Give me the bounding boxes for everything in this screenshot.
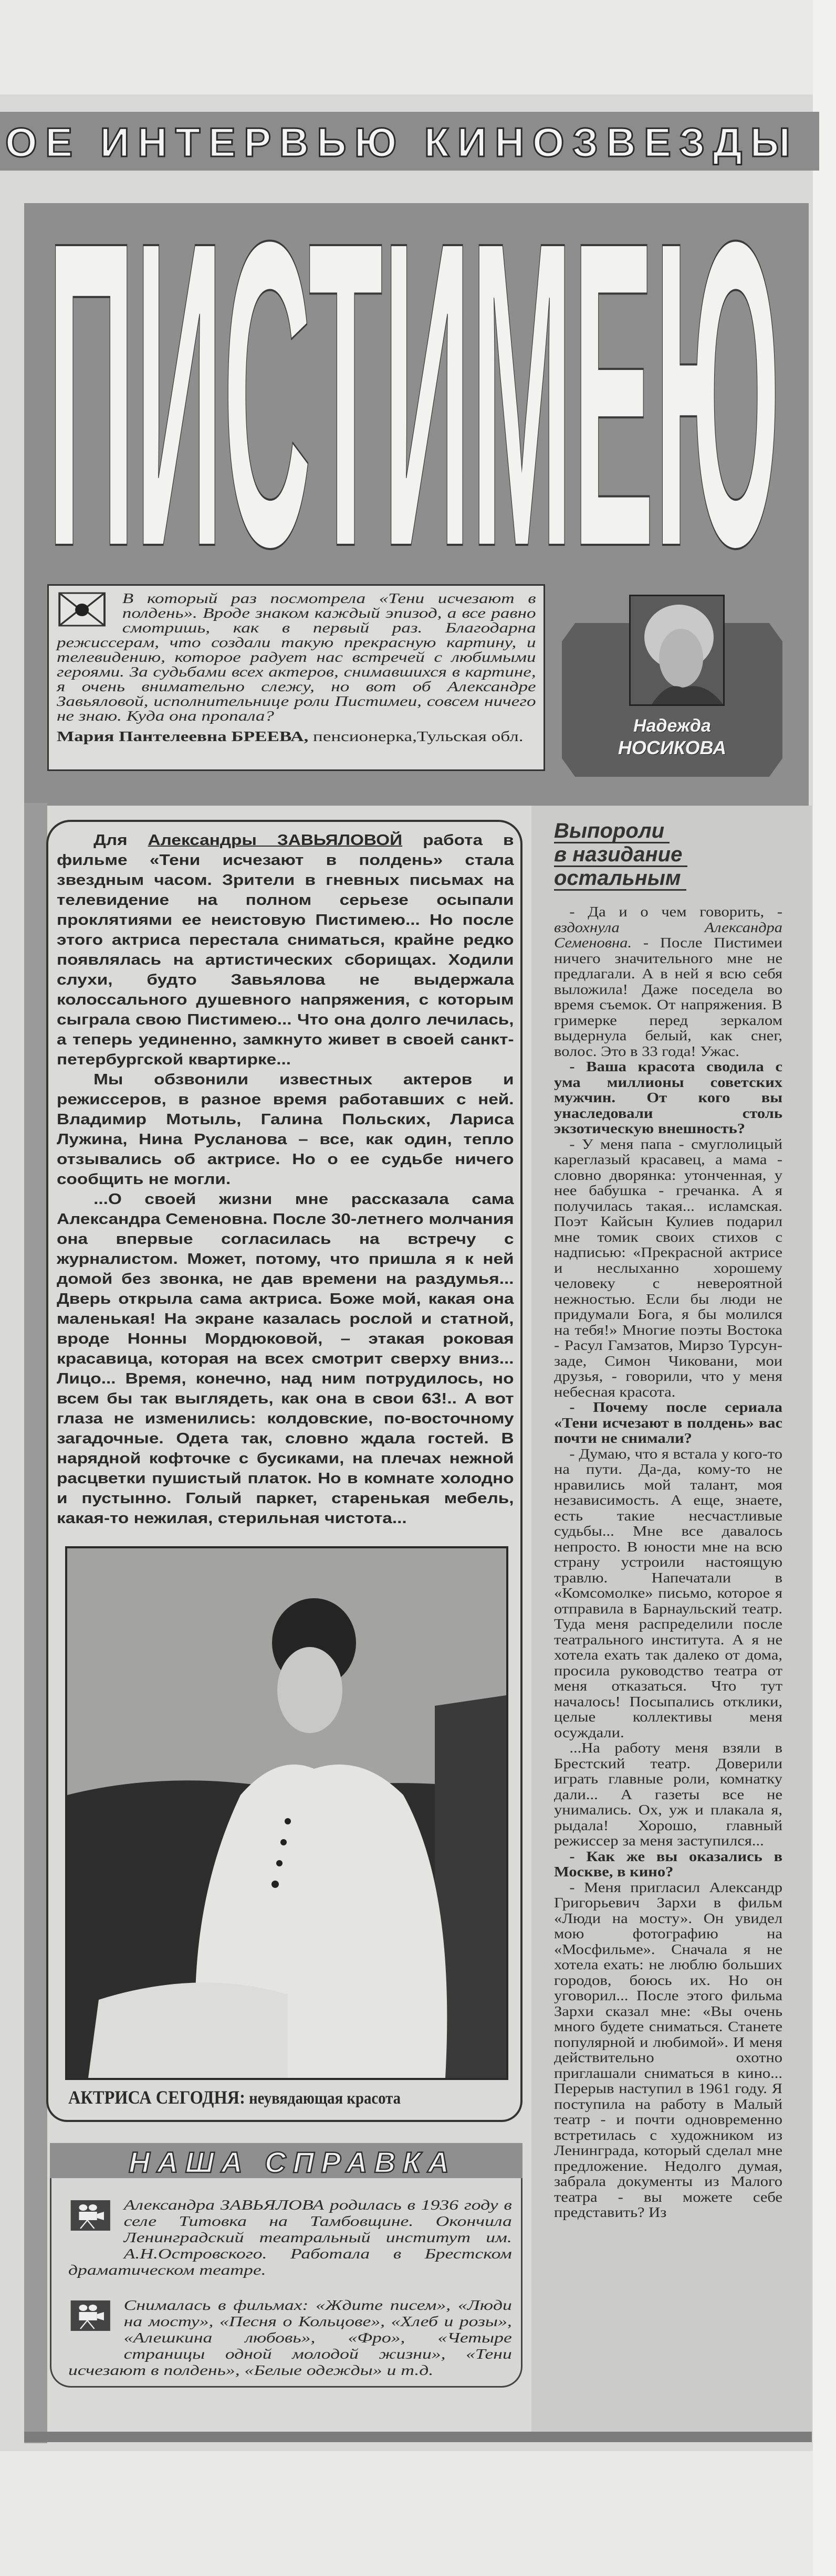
left-column [46, 820, 522, 2388]
reader-letter-box [47, 584, 545, 771]
answer: ...На работу меня взяли в Брестский театр. Доверили играть главные роли, комнатку дали... А газеты все не унимались. Ох, уж и плакала я, рыдала! Хорошо, главный режиссер за меня заступился... [554, 1740, 783, 1849]
reader-letter-text [57, 591, 536, 744]
answer: - У меня папа - смуглолицый кареглазый красавец, а мама - словно дворянка: утонченная, у нее бабушка - гречанка. А я получилась такая... исламская. Поэт Кайсын Кулиев подарил мне томик своих стихов с надписью: «Прекрасной актрисе и неслыханно хорошему человеку с невероятной нежностью. Если бы люди не придумали Бога, я бы молился на тебя!» Многие поэты Востока - Расул Гамзатов, Мирзо Турсун-заде, Симон Чиковани, мои друзья, - говорили, что у меня небесная красота. [554, 1136, 783, 1400]
film-camera-icon [70, 2200, 111, 2231]
reference-header [50, 2143, 522, 2178]
reference-text [68, 2197, 512, 2379]
author-first-name: Надежда [633, 716, 711, 736]
reference-title: НАША СПРАВКА [129, 2146, 449, 2178]
author-last-name: НОСИКОВА [618, 737, 727, 758]
reference-films: Снималась в фильмах: «Ждите писем», «Люди на мосту», «Песня о Кольцове», «Хлеб и розы», «Алешкина любовь», «Фро», «Четыре страницы одной молодой жизни», «Тени исчезают в полдень», «Белые одежды» и т.д. [68, 2297, 512, 2378]
letter-author-info: пенсионерка,Тульская обл. [308, 729, 524, 744]
underlined-name: Александры ЗАВЬЯЛОВОЙ [148, 832, 403, 849]
intro-paragraph: ...О своей жизни мне рассказала сама Александра Семеновна. После 30-летнего молчания она впервые согласилась на встречу с журналистом. Может, потому, что пришла я к ней домой без звонка, не дав времени на раздумья... Дверь открыла сама актриса. Боже мой, какая она маленькая! На экране казалась рослой и статной, вроде Нонны Мордюковой, – этакая роковая красавица, которая на всех смотрит сверху вниз... Лицо... Время, конечно, над ним потрудилось, но всем бы так выглядеть, как она в свои 63!.. А вот глаза не изменились: колдовские, по-восточному загадочные. Одета так, словно ждала гостей. В нарядной кофточке с бусиками, на плечах нежной расцветки пушистый платок. Но в комнате холодно и пустынно. Голый паркет, старенькая мебель, какая-то нежилая, стерильная чистота... [57, 1191, 514, 1527]
letter-body: В который раз посмотрела «Тени исчезают в полдень». Вроде знаком каждый эпизод, а все равно смотришь, как в первый раз. Благодарна режиссерам, что создали такую прекрасную картину, и телевидению, которое радует нас встречей с любимыми героями. За судьбами всех актеров, снимавшихся в картине, я очень внимательно слежу, но вот об Александре Завьяловой, исполнительнице роли Пистимеи, совсем ничего не знаю. Куда она пропала? [57, 590, 536, 724]
page-frame-left [24, 803, 47, 2443]
intro-paragraph: Мы обзвонили известных актеров и режиссеров, в разное время работавших с ней. Владимир Мотыль, Галина Польских, Лариса Лужина, Нина Русланова – все, как один, тепло отзывались об актрисе. Но о ее судьбе ничего сообщить не могли. [57, 1071, 514, 1188]
headline-text: ПИСТИМЕЮ [47, 203, 780, 571]
interview-column [554, 820, 785, 2221]
reference-box [50, 2143, 522, 2388]
actress-photo [65, 1546, 508, 2080]
answer: - Меня пригласил Александр Григорьевич Зархи в фильм «Люди на мосту». Он увидел мою фотографию на «Мосфильме». Сначала я не хотела ехать: не люблю больших городов, боюсь их. Но он уговорил... После этого фильма Зархи сказал мне: «Вы очень много будете сниматься. Станете популярной и любимой». И меня действительно охотно приглашали сниматься в кино... Перерыв наступил в 1961 году. Я поступила на работу в Малый театр - и почти одновременно встретилась с художником из Ленинграда, который сделал мне предложение. Недолго думая, забрала документы из Малого театра - вы можете себе представить? Из [554, 1879, 783, 2220]
author-photo [629, 595, 725, 706]
interview-subheading: Выпороли в назидание остальным [554, 820, 785, 891]
rubric-heading [0, 112, 819, 171]
question: - Почему после сериала «Тени исчезают в полдень» вас почти не снимали? [554, 1399, 783, 1446]
envelope-icon [57, 591, 120, 635]
intro-box [46, 820, 522, 2122]
interview-text [554, 904, 782, 2221]
question: - Ваша красота сводила с ума миллионы советских мужчин. От кого вы унаследовали столь экзотическую внешность? [554, 1059, 783, 1136]
intro-paragraph: Для Александры ЗАВЬЯЛОВОЙ работа в фильме «Тени исчезают в полдень» стала звездным часом. Зрители в гневных письмах на телевидение на полном серьезе осыпали проклятиями ее неистовую Пистимею... Но после этого актриса перестала сниматься, крайне редко появлялась на артистических сборищах. Ходили слухи, будто Завьялова не выдержала колоссального душевного напряжения, с которым сыграла свою Пистимею... Что она долго лечилась, а теперь уединенно, замкнуто живет в своей санкт-петербургской квартирке... [57, 832, 514, 1068]
page-edge [813, 0, 836, 2576]
question: - Как же вы оказались в Москве, в кино? [554, 1848, 783, 1880]
answer: - Думаю, что я встала у кого-то на пути. Да-да, кому-то не нравились мой талант, моя независимость. А еще, знаете, есть такие несчастливые судьбы... Мне все давалось непросто. В юности мне на всю страну устроили настоящую травлю. Напечатали в «Комсомолке» письмо, которое я отправила в Барнаульский театр. Туда меня распределили после театрального института. А я не хотела ехать так далеко от дома, просила руководство театра от меня отказаться. Что тут началось! Посыпались отклики, целые коллективы меня осуждали. [554, 1445, 783, 1740]
photo-caption: АКТРИСА СЕГОДНЯ: неувядающая красота [68, 2087, 401, 2108]
headline [24, 203, 809, 571]
rubric-text: ОЕ ИНТЕРВЬЮ КИНОЗВЕЗДЫ [5, 119, 790, 165]
letter-author: Мария Пантелеевна БРЕЕВА, [57, 729, 309, 744]
intro-text [57, 830, 514, 1528]
reference-bio: Александра ЗАВЬЯЛОВА родилась в 1936 году в селе Титовка на Тамбовщине. Окончила Ленинградский театральный институт им. А.Н.Островского. Работала в Брестском драматическом театре. [68, 2197, 512, 2278]
letter-signature [57, 729, 536, 744]
film-camera-icon [70, 2300, 111, 2331]
page-frame-bottom [24, 2432, 812, 2442]
answer: - Да и о чем говорить, - вздохнула Александра Семеновна. - После Пистимеи ничего значительного мне не предлагали. А в ней я всю себя выложила! Даже поседела во время съемок. От напряжения. В гримерке перед зеркалом выдернула белый, как снег, волос. Это в 33 года! Ужас. [554, 904, 783, 1059]
